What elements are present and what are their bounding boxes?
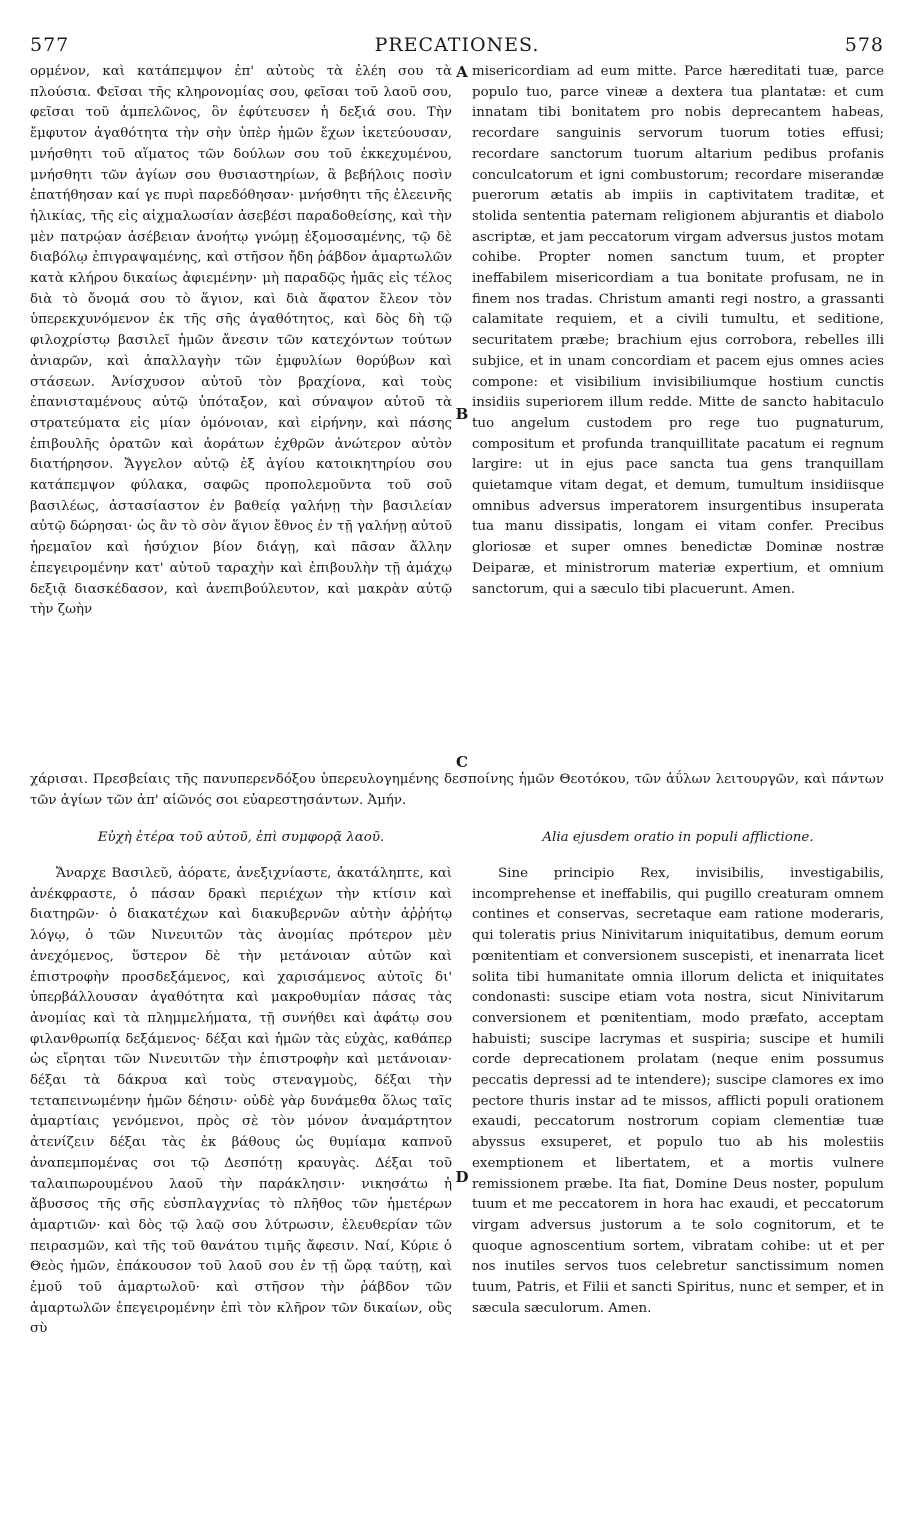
latin-prayer-2-text: Sine principio Rex, invisibilis, investigabilis, incomprehense et ineffabilis, qui pugillo creaturam omnem contines et conservas, secretaque eam ratione moderaris, qui toleratis prius Ninivitarum iniquitatibus, demum eorum pœnitentiam et conversionem suscepisti, et inenarrata licet solita tibi humanitate omnia illorum delicta et iniquitates condonasti: suscipe etiam vota nostra, sicut Ninivitarum conversionem et pœnitentiam, modo præfato, acceptam habuisti; suscipe lacrymas et suspiria; suscipe et humili corde deprecationem prolatam (neque enim possumus peccatis depressi ad te intendere); suscipe clamores ex imo pectore thuris instar ad te missos, afflicti populi orationem exaudi, peccatorum nostrorum copiam clementiæ tuæ abyssus exsuperet, et populo tuo ab his molestiis exemptionem et libertatem, et a mortis vulnere remissionem præbe. Ita fiat, Domine Deus noster, populum tuum et me peccatorem in hora hac exaudi, et peccatorum virgam adversus justorum a te solo cognitorum, et te quoque agnoscentium sortem, vibratam cohibe: ut et per nos inutiles servos tuos celebretur sanctissimum nomen tuum, Patris, et Filii et sancti Spiritus, nunc et semper, et in sæcula sæculorum. Amen. xyxy=(472,866,884,1316)
margin-marker-a: A xyxy=(456,63,468,81)
latin-column-prayer-2 xyxy=(472,864,884,1319)
greek-prayer-1-text: ορμένον, καὶ κατάπεμψον ἐπ' αὐτοὺς τὰ ἐλέη σου τὰ πλούσια. Φεῖσαι τῆς κληρονομίας σου, φεῖσαι τοῦ λαοῦ σου, φεῖσαι τοῦ ἀμπελῶνος, ὃν ἐφύτευσεν ἡ δεξιά σου. Τὴν ἔμφυτον ἀγαθότητα τὴν σὴν ὑπὲρ ἡμῶν ἔχων ἱκετεύουσαν, μνήσθητι τοῦ αἵματος τῶν δούλων σου τοῦ ἐκκεχυμένου, μνήσθητι τῶν ἁγίων σου θυσιαστηρίων, ἃ βεβήλοις ποσὶν ἐπατήθησαν καί γε πυρὶ παρεδόθησαν· μνήσθητι τῆς ἐλεεινῆς ἡλικίας, τῆς εἰς αἰχμαλωσίαν ἀσεβέσι παραδοθείσης, καὶ τὴν μὲν πατρῴαν ἀσέβειαν ἀνοήτῳ γνώμῃ ἐξομοσαμένης, τῷ δὲ διαβόλῳ ἐπιγραψαμένης, καὶ στῆσον ἤδη ῥάβδον ἁμαρτωλῶν κατὰ κλήρου δικαίως ἀφιεμένην· μὴ παραδῷς ἡμᾶς εἰς τέλος διὰ τὸ ὄνομά σου τὸ ἅγιον, καὶ διὰ ἄφατον ἔλεον τὸν ὑπερεκχυνόμενον ἐκ τῆς σῆς ἀγαθότητος, καὶ δὸς δὴ τῷ φιλοχρίστῳ βασιλεῖ ἡμῶν ἄνεσιν τῶν κατεχόντων τούτων ἀνιαρῶν, καὶ ἀπαλλαγὴν τῶν ἐμφυλίων θορύβων καὶ στάσεων. Ἀνίσχυσον αὐτοῦ τὸν βραχίονα, καὶ τοὺς ἐπανισταμένους αὐτῷ ὑπόταξον, καὶ σύναψον αὐτοῦ τὰ στρατεύματα εἰς μίαν ὁμόνοιαν, καὶ εἰρήνην, καὶ πάσης ἐπιβουλῆς ὁρατῶν καὶ ἀοράτων ἐχθρῶν ἀνώτερον αὐτὸν διατήρησον. Ἄγγελον αὐτῷ ἐξ ἁγίου κατοικητηρίου σου κατάπεμψον φύλακα, σαφῶς προπολεμοῦντα τοῦ σοῦ βασιλέως, ἀστασίαστον ἐν βαθείᾳ γαλήνῃ τὴν βασιλείαν αὐτῷ δώρησαι· ὡς ἂν τὸ σὸν ἅγιον ἔθνος ἐν τῇ γαλήνῃ αὐτοῦ ἠρεμαῖον καὶ ἡσύχιον βίον διάγῃ, καὶ πᾶσαν ἄλλην ἐπεγειρομένην κατ' αὐτοῦ ταραχὴν καὶ ἐπιβουλὴν τῇ ἀμάχῳ δεξιᾷ διασκέδασον, καὶ ἀνεπιβούλευτον, καὶ μακρὰν αὐτῷ τὴν ζωὴν xyxy=(30,64,452,618)
page-number-left: 577 xyxy=(30,34,70,56)
latin-column-prayer-1 xyxy=(472,62,884,600)
latin-prayer-1-text: misericordiam ad eum mitte. Parce hæreditati tuæ, parce populo tuo, parce vineæ a dextera tua plantatæ: et cum innatam tibi bonitatem pro nobis deprecantem habeas, recordare sanguinis servorum tuorum toties effusi; recordare sanctorum tuorum altarium pedibus profanis conculcatorum et igni combustorum; recordare miserandæ puerorum ætatis ab impiis in captivitatem traditæ, et stolida sententia paternam religionem abjurantis et diabolo ascriptæ, et jam peccatorum virgam adversus justos motam cohibe. Propter nomen sanctum tuum, et propter ineffabilem misericordiam a tua bonitate profusam, ne in finem nos tradas. Christum amanti regi nostro, a grassanti calamitate requiem, et a civili tumultu, et seditione, securitatem præbe; brachium ejus corrobora, rebelles illi subjice, et in unam concordiam et pacem ejus omnes acies compone: et visibilium invisibiliumque hostium cunctis insidiis superiorem illum redde. Mitte de sancto habitaculo tuo angelum custodem pro rege tuo pugnaturum, compositum et profunda tranquillitate pacatum ei regnum largire: ut in ejus pace sancta tua gens tranquillam quietamque vitam degat, et demum, tumultum insidiisque omnibus adversus imperatorem insurgentibus insuperata tua manu dissipatis, longam ei vitam confer. Precibus gloriosæ et super omnes benedictæ Dominæ nostræ Deiparæ, et ministrorum materiæ expertium, et omnium sanctorum, qui a sæculo tibi placuerunt. Amen. xyxy=(472,64,884,597)
margin-marker-c: C xyxy=(456,753,468,771)
margin-marker-d: D xyxy=(455,1168,469,1186)
margin-marker-b: B xyxy=(455,405,469,423)
greek-column-prayer-2 xyxy=(30,864,452,1340)
page-number-right: 578 xyxy=(844,34,884,56)
greek-prayer-2-heading: Εὐχὴ ἑτέρα τοῦ αὐτοῦ, ἐπὶ συμφορᾷ λαοῦ. xyxy=(97,830,385,845)
running-title: PRECATIONES. xyxy=(374,34,540,56)
greek-closing-line xyxy=(30,770,884,811)
page-header xyxy=(30,34,884,58)
greek-column-prayer-1 xyxy=(30,62,452,621)
greek-prayer-2-text: Ἄναρχε Βασιλεῦ, ἀόρατε, ἀνεξιχνίαστε, ἀκατάληπτε, καὶ ἀνέκφραστε, ὁ πάσαν δρακὶ περιέχων τὴν κτίσιν καὶ διατηρῶν· ὁ διακατέχων καὶ διακυβερνῶν αὐτὴν ἀῤῥήτῳ λόγῳ, ὁ τῶν Νινευιτῶν τὰς ἀνομίας πρότερον μὲν ἀνεχόμενος, ὕστερον δὲ τὴν μετάνοιαν αὐτῶν καὶ ἐπιστροφὴν προσδεξάμενος, καὶ χαρισάμενος αὐτοῖς δι' ὑπερβάλλουσαν ἀγαθότητα καὶ μακροθυμίαν πάσας τὰς ἀνομίας καὶ τὰ πλημμελήματα, τῇ συνήθει καὶ ἀφάτῳ σου φιλανθρωπίᾳ δεξάμενος· δέξαι καὶ ἡμῶν τὰς εὐχὰς, καθάπερ ὡς εἴρηται τῶν Νινευιτῶν τὴν ἐπιστροφὴν καὶ μετάνοιαν· δέξαι τὰ δάκρυα καὶ τοὺς στεναγμοὺς, δέξαι τὴν τεταπεινωμένην ἡμῶν δέησιν· οὐδὲ γὰρ δυνάμεθα ὅλως ταῖς ἁμαρτίαις γενόμενοι, πρὸς σὲ τὸν μόνον ἀναμάρτητον ἀτενίζειν δέξαι τὰς ἐκ βάθους ὡς θυμίαμα καπνοῦ ἀναπεμπομένας σοι τῷ Δεσπότῃ κραυγὰς. Δέξαι τοῦ ταλαιπωρουμένου λαοῦ τὴν παράκλησιν· νικησάτω ἡ ἄβυσσος τῆς σῆς εὐσπλαγχνίας τὸ πλῆθος τῶν ἡμετέρων ἁμαρτιῶν· καὶ δὸς τῷ λαῷ σου λύτρωσιν, ἐλευθερίαν τῶν πειρασμῶν, καὶ τῆς τοῦ θανάτου τιμῆς ἄφεσιν. Ναί, Κύριε ὁ Θεὸς ἡμῶν, ἐπάκουσον τοῦ λαοῦ σου ἐν τῇ ὥρᾳ ταύτῃ, καὶ ἐμοῦ τοῦ ἁμαρτωλοῦ· καὶ στῆσον τὴν ῥάβδον τῶν ἁμαρτωλῶν ἐπεγειρομένην ἐπὶ τὸν κλῆρον τῶν δικαίων, οὓς σὺ xyxy=(30,866,452,1337)
latin-prayer-2-heading: Alia ejusdem oratio in populi afflictione. xyxy=(542,830,814,845)
greek-prayer-1-closing: χάρισαι. Πρεσβείαις τῆς πανυπερενδόξου ὑπερευλογημένης δεσποίνης ἡμῶν Θεοτόκου, τῶν ἀΰλων λειτουργῶν, καὶ πάντων τῶν ἁγίων τῶν ἀπ' αἰῶνός σοι εὐαρεστησάντων. Ἀμήν. xyxy=(30,772,884,808)
